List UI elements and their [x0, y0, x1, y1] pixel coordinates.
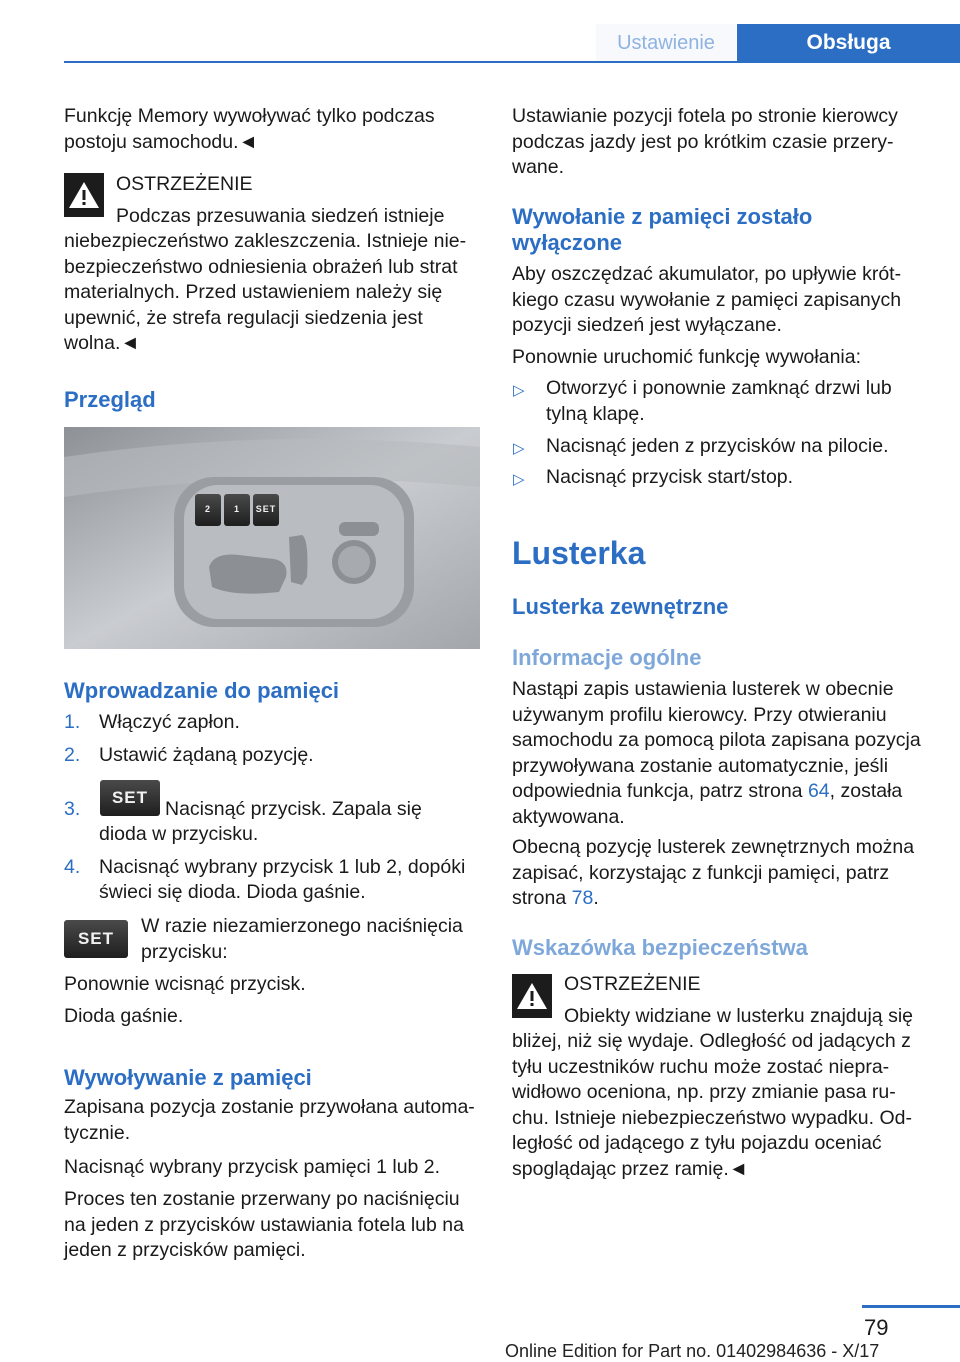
diode-off: Dioda gaśnie.: [64, 1005, 184, 1027]
set-note: W razie niezamierzonego naciśnięcia przycisku:: [141, 915, 463, 963]
page-link-78[interactable]: 78: [571, 887, 594, 909]
warning-body-right: bliżej, niż się wydaje. Odległość od jadących z tyłu uczestników ruchu może zostać niepra‐ widłowo oceniona, np. przy zmianie pasa ru‐ chu. Istnieje niebezpieczeństwo wypadku. Od‐ ległość od jadącego z tyłu pojazdu oceniać spoglądając przez ramię.◄: [512, 1030, 912, 1180]
page-number: 79: [864, 1315, 889, 1340]
recall-off-heading-2: wyłączone: [512, 230, 623, 255]
footer-rule: [862, 1305, 960, 1308]
step-3-text-2: dioda w przycisku.: [99, 823, 259, 845]
set-button-photo: SET: [253, 494, 279, 526]
press-again: Ponownie wcisnąć przycisk.: [64, 973, 306, 995]
bullet-icon: ▷: [513, 440, 525, 457]
step-4-text-2: świeci się dioda. Dioda gaśnie.: [99, 881, 366, 903]
bullet-icon: ▷: [513, 471, 525, 488]
save-heading: Wprowadzanie do pamięci: [64, 678, 340, 703]
warning-icon: [64, 173, 104, 217]
memory-button-1: 1: [224, 494, 250, 526]
driving-text: Ustawianie pozycji fotela po stronie kierowcy podczas jazdy jest po krótkim czasie przery‐ wane.: [512, 105, 898, 178]
general-info-text: Nastąpi zapis ustawienia lusterek w obecnie używanym profilu kierowcy. Przy otwieraniu samochodu za pomocą pilota zapisana pozycja przywoływana zostanie automatycznie, jeśli odpowiednia funkcja, patrz strona 64, została aktywowana.: [512, 678, 921, 828]
warning-line: Obiekty widziane w lusterku znajdują się: [564, 1005, 914, 1027]
current-position-text: Obecną pozycję lusterek zewnętrznych można zapisać, korzystając z funkcji pamięci, patrz strona 78.: [512, 836, 915, 909]
step-3-text: Nacisnąć przycisk. Zapala się: [165, 798, 422, 820]
bullet-icon: ▷: [513, 382, 525, 399]
memory-buttons: [195, 494, 279, 526]
intro-text: Funkcję Memory wywoływać tylko podczas postoju samochodu.◄: [64, 105, 435, 153]
recall-interrupt: Proces ten zostanie przerwany po naciśnięciu na jeden z przycisków ustawiania fotela lub na jeden z przycisków pamięci.: [64, 1188, 464, 1261]
warning-body: niebezpieczeństwo zakleszczenia. Istnieje nie‐ bezpieczeństwo odniesienia obrażeń lub strat materialnych. Przed ustawieniem należy się upewnić, że strefa regulacji siedzenia jest wolna.◄: [64, 230, 467, 354]
header-rule: [64, 61, 960, 63]
memory-button-2: 2: [195, 494, 221, 526]
mirrors-heading: Lusterka: [512, 535, 646, 571]
recall-off-text: Aby oszczędzać akumulator, po upływie krót‐ kiego czasu wywołanie z pamięci zapisanych pozycji siedzeń jest wyłączane.: [512, 263, 902, 336]
tab-obsluga[interactable]: Obsługa: [737, 24, 960, 62]
safety-heading: Wskazówka bezpieczeństwa: [512, 935, 808, 960]
tab-ustawienie[interactable]: Ustawienie: [596, 24, 736, 62]
recall-off-heading: Wywołanie z pamięci zostało: [512, 204, 813, 229]
reactivate-text: Ponownie uruchomić funkcję wywołania:: [512, 346, 862, 368]
page-link-64[interactable]: 64: [807, 780, 830, 802]
recall-text: Zapisana pozycja zostanie przywołana automa‐ tycznie.: [64, 1096, 475, 1144]
overview-heading: Przegląd: [64, 387, 156, 412]
general-info-heading: Informacje ogólne: [512, 645, 702, 670]
edition-text: Online Edition for Part no. 01402984636 - X/17: [505, 1341, 880, 1361]
set-icon-note: SET: [64, 920, 128, 958]
warning-line: Podczas przesuwania siedzeń istnieje: [116, 205, 445, 227]
bullet-item: Nacisnąć jeden z przycisków na pilocie.: [546, 435, 889, 457]
warning-title-right: OSTRZEŻENIE: [564, 973, 701, 995]
step-4-text: Nacisnąć wybrany przycisk 1 lub 2, dopóki: [99, 856, 466, 878]
bullet-item: Otworzyć i ponownie zamknąć drzwi lub tylną klapę.: [546, 377, 892, 425]
warning-title: OSTRZEŻENIE: [116, 173, 253, 195]
set-icon: SET: [100, 780, 160, 816]
bullet-item: Nacisnąć przycisk start/stop.: [546, 466, 794, 488]
recall-press: Nacisnąć wybrany przycisk pamięci 1 lub 2.: [64, 1156, 441, 1178]
recall-heading: Wywoływanie z pamięci: [64, 1065, 312, 1090]
exterior-mirrors-heading: Lusterka zewnętrzne: [512, 594, 729, 619]
seat-controls-photo: [64, 427, 480, 649]
warning-icon: [512, 974, 552, 1018]
